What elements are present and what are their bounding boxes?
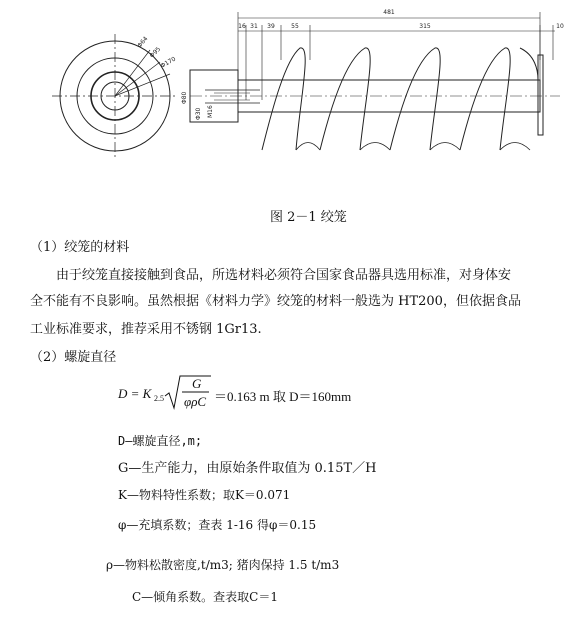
auger-side-view — [190, 48, 560, 150]
formula-numerator: G — [192, 376, 202, 391]
def-g: G—生产能力，由原始条件取值为 0.15T／H — [118, 461, 377, 476]
def-c: C—倾角系数。查表取C＝1 — [132, 590, 278, 604]
auger-drawing — [0, 0, 575, 200]
formula-denominator: φρC — [184, 394, 207, 409]
section1-line1: 由于绞笼直接接触到食品，所选材料必须符合国家食品器具选用标准，对身体安 — [56, 268, 512, 283]
dim-m16: M16 — [207, 105, 214, 118]
section1-line3: 工业标准要求，推荐采用不锈钢 1Gr13. — [30, 322, 262, 337]
dim-10: 10 — [556, 23, 564, 30]
def-phi: φ—充填系数；查表 1-16 得φ＝0.15 — [118, 518, 317, 532]
def-rho: ρ—物料松散密度,t/m3; 猪肉保持 1.5 t/m3 — [106, 558, 340, 572]
dim-total: 481 — [383, 9, 395, 16]
def-k: K—物料特性系数；取K＝0.071 — [118, 488, 291, 502]
dim-phi64: Φ64 — [136, 35, 150, 50]
dim-phi30: Φ30 — [195, 107, 202, 120]
formula-lhs: D = K — [118, 386, 152, 401]
def-d: D—螺旋直径,m; — [118, 434, 203, 448]
formula-result: ＝0.163 m 取 D＝160mm — [214, 389, 352, 404]
section1-line2: 全不能有不良影响。虽然根据《材料力学》绞笼的材料一般选为 HT200，但依据食品 — [30, 294, 521, 309]
dim-39: 39 — [267, 23, 275, 30]
dim-phi170: Φ170 — [159, 55, 178, 70]
dim-phi95: Φ95 — [148, 45, 163, 60]
dim-phi80: Φ80 — [181, 91, 188, 104]
dim-55: 55 — [291, 23, 299, 30]
section1-heading: （1）绞笼的材料 — [30, 240, 130, 255]
dim-16: 16 — [238, 23, 246, 30]
formula-subscript: 2.5 — [154, 394, 164, 403]
figure-caption: 图 2－1 绞笼 — [270, 210, 347, 225]
dim-315: 315 — [419, 23, 431, 30]
dim-31: 31 — [250, 23, 258, 30]
section2-heading: （2）螺旋直径 — [30, 350, 117, 365]
